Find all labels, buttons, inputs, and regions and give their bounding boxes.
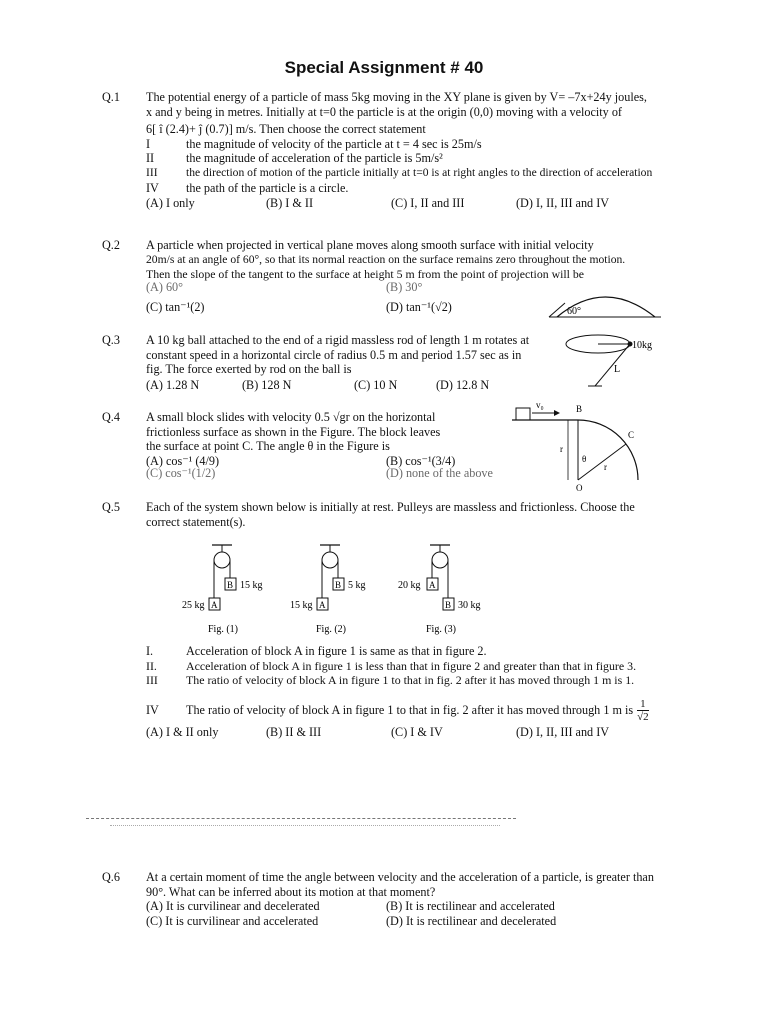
ratio-fraction: $\frac{1}{√2}$: [637, 697, 649, 723]
option-d[interactable]: (D) 12.8 N: [436, 377, 490, 392]
options: [146, 725, 668, 740]
block-label: B: [335, 580, 342, 590]
option-c[interactable]: (C) I, II and III: [391, 196, 465, 211]
theta-label: θ: [582, 454, 587, 464]
option-b[interactable]: (B) It is rectilinear and accelerated: [386, 899, 555, 914]
question-text: A 10 kg ball attached to the end of a rigid massless rod of length 1 m rotates at: [146, 333, 530, 347]
question-text: A particle when projected in vertical plane moves along smooth surface with initial velocity: [146, 238, 594, 252]
statement-4: IV the path of the particle is a circle.: [146, 180, 349, 195]
option-c[interactable]: (C) It is curvilinear and accelerated: [146, 913, 319, 928]
option-c[interactable]: (C) cos⁻¹(1/2): [146, 468, 216, 481]
option-d[interactable]: (D) none of the above: [386, 468, 493, 481]
question-text: A small block slides with velocity 0.5 √gr on the horizontal: [146, 410, 436, 424]
option-b[interactable]: (B) 30°: [386, 281, 423, 294]
r-label: r: [560, 444, 563, 454]
question-text: correct statement(s).: [146, 514, 246, 529]
r-label-2: r: [604, 462, 607, 472]
point-c-label: C: [628, 430, 635, 440]
question-number: Q.3: [102, 333, 120, 347]
question-text: Each of the system shown below is initially at rest. Pulleys are massless and frictionless. Choose the: [146, 500, 635, 514]
question-text: The potential energy of a particle of mass 5kg moving in the XY plane is given by V= –7x+24y joules,: [146, 90, 647, 104]
rod-length-label: L: [614, 364, 621, 375]
statement-1: I the magnitude of velocity of the particle at t = 4 sec is 25m/s: [146, 136, 482, 151]
mass-label: 5 kg: [348, 580, 366, 591]
mass-label: 25 kg: [182, 600, 205, 611]
option-d[interactable]: (D) tan⁻¹(√2): [386, 299, 452, 314]
point-b-label: B: [576, 404, 583, 414]
option-c[interactable]: (C) tan⁻¹(2): [146, 299, 205, 314]
statement-4: IV The ratio of velocity of block A in figure 1 to that in fig. 2 after it has moved through 1 m is $\frac{1}{√2}$: [146, 697, 649, 723]
option-a[interactable]: (A) 60°: [146, 281, 184, 294]
angle-label: 60°: [567, 306, 581, 317]
block-label: B: [227, 580, 234, 590]
question-number: Q.2: [102, 238, 120, 252]
option-b[interactable]: (B) II & III: [266, 724, 322, 739]
pulley: [322, 552, 338, 568]
question-text: the surface at point C. The angle θ in the Figure is: [146, 439, 390, 454]
mass-label: 10kg: [632, 340, 652, 351]
option-b[interactable]: (B) 128 N: [242, 377, 292, 392]
figure-caption: Fig. (1): [208, 624, 238, 635]
question-6: [102, 870, 668, 928]
page-title: Special Assignment # 40: [284, 58, 484, 77]
option-a[interactable]: (A) It is curvilinear and decelerated: [146, 899, 320, 914]
question-text: 20m/s at an angle of 60°, so that its normal reaction on the surface remains zero throughout the motion.: [146, 252, 626, 266]
option-a[interactable]: (A) I only: [146, 196, 195, 211]
statement-2: II. Acceleration of block A in figure 1 is less than that in figure 2 and greater than that in figure 3.: [146, 658, 637, 673]
options: [146, 196, 668, 211]
divider: [86, 818, 516, 819]
question-1: [102, 90, 668, 211]
rod: [595, 344, 630, 386]
statement-2: II the magnitude of acceleration of the particle is 5m/s²: [146, 151, 443, 166]
option-d[interactable]: (D) It is rectilinear and decelerated: [386, 913, 557, 928]
figure-caption: Fig. (2): [316, 624, 346, 635]
option-d[interactable]: (D) I, II, III and IV: [516, 196, 610, 211]
mass-label: 15 kg: [290, 600, 313, 611]
question-number: Q.4: [102, 410, 120, 424]
divider: [110, 825, 500, 826]
pulley: [432, 552, 448, 568]
statement-3: III The ratio of velocity of block A in figure 1 to that in fig. 2 after it has moved through 1 m is 1.: [146, 673, 635, 688]
block-label: B: [445, 600, 452, 610]
option-a[interactable]: (A) I & II only: [146, 724, 219, 739]
pulley: [214, 552, 230, 568]
pulley-figure-3: [398, 545, 481, 635]
question-text: At a certain moment of time the angle between velocity and the acceleration of a particle, is greater than: [146, 870, 654, 884]
question-number: Q.5: [102, 500, 120, 514]
options-row: [146, 914, 668, 929]
question-5: [102, 500, 668, 529]
statement-1: I. Acceleration of block A in figure 1 is same as that in figure 2.: [146, 644, 487, 658]
option-d[interactable]: (D) I, II, III and IV: [516, 724, 610, 739]
option-a[interactable]: (A) cos⁻¹ (4/9): [146, 453, 220, 468]
question-text: frictionless surface as shown in the Figure. The block leaves: [146, 424, 441, 439]
question-text: 90°. What can be inferred about its motion at that moment?: [146, 884, 436, 899]
option-c[interactable]: (C) I & IV: [391, 724, 443, 739]
figure-caption: Fig. (3): [426, 624, 456, 635]
mass-label: 30 kg: [458, 600, 481, 611]
question-number: Q.1: [102, 90, 120, 104]
option-c[interactable]: (C) 10 N: [354, 377, 398, 392]
origin-label: O: [576, 483, 583, 493]
statement-3: III the direction of motion of the particle initially at t=0 is at right angles to the direction of acceleration: [146, 165, 653, 179]
question-text: constant speed in a horizontal circle of radius 0.5 m and period 1.57 sec as in: [146, 347, 522, 362]
pulley-figure-1: [182, 545, 263, 635]
option-a[interactable]: (A) 1.28 N: [146, 377, 200, 392]
question-text: 6[ î (2.4)+ ĵ (0.7)] m/s. Then choose the correct statement: [146, 122, 426, 137]
projectile-surface-figure: [545, 283, 665, 323]
conical-pendulum-figure: [560, 326, 670, 398]
pulley-figures: [170, 540, 510, 640]
velocity-label: v₀: [536, 400, 544, 410]
block-label: A: [429, 580, 436, 590]
launch-line: [549, 303, 565, 317]
pulley-figure-2: [290, 545, 366, 635]
question-5-statements: [102, 644, 668, 739]
question-number: Q.6: [102, 870, 120, 884]
option-b[interactable]: (B) cos⁻¹(3/4): [386, 453, 456, 468]
mass-label: 15 kg: [240, 580, 263, 591]
question-text: fig. The force exerted by rod on the ball is: [146, 362, 352, 377]
options-row: [146, 899, 668, 914]
sliding-block-figure: [510, 398, 660, 494]
block: [516, 408, 530, 420]
question-text: Then the slope of the tangent to the surface at height 5 m from the point of projection will be: [146, 267, 584, 282]
option-b[interactable]: (B) I & II: [266, 196, 314, 211]
quarter-circle-surface: [578, 420, 638, 480]
block-label: A: [319, 600, 326, 610]
arrow-head: [554, 410, 560, 416]
mass-label: 20 kg: [398, 580, 421, 591]
question-text: x and y being in metres. Initially at t=0 the particle is at the origin (0,0) moving with a velocity of: [146, 104, 622, 119]
block-label: A: [211, 600, 218, 610]
